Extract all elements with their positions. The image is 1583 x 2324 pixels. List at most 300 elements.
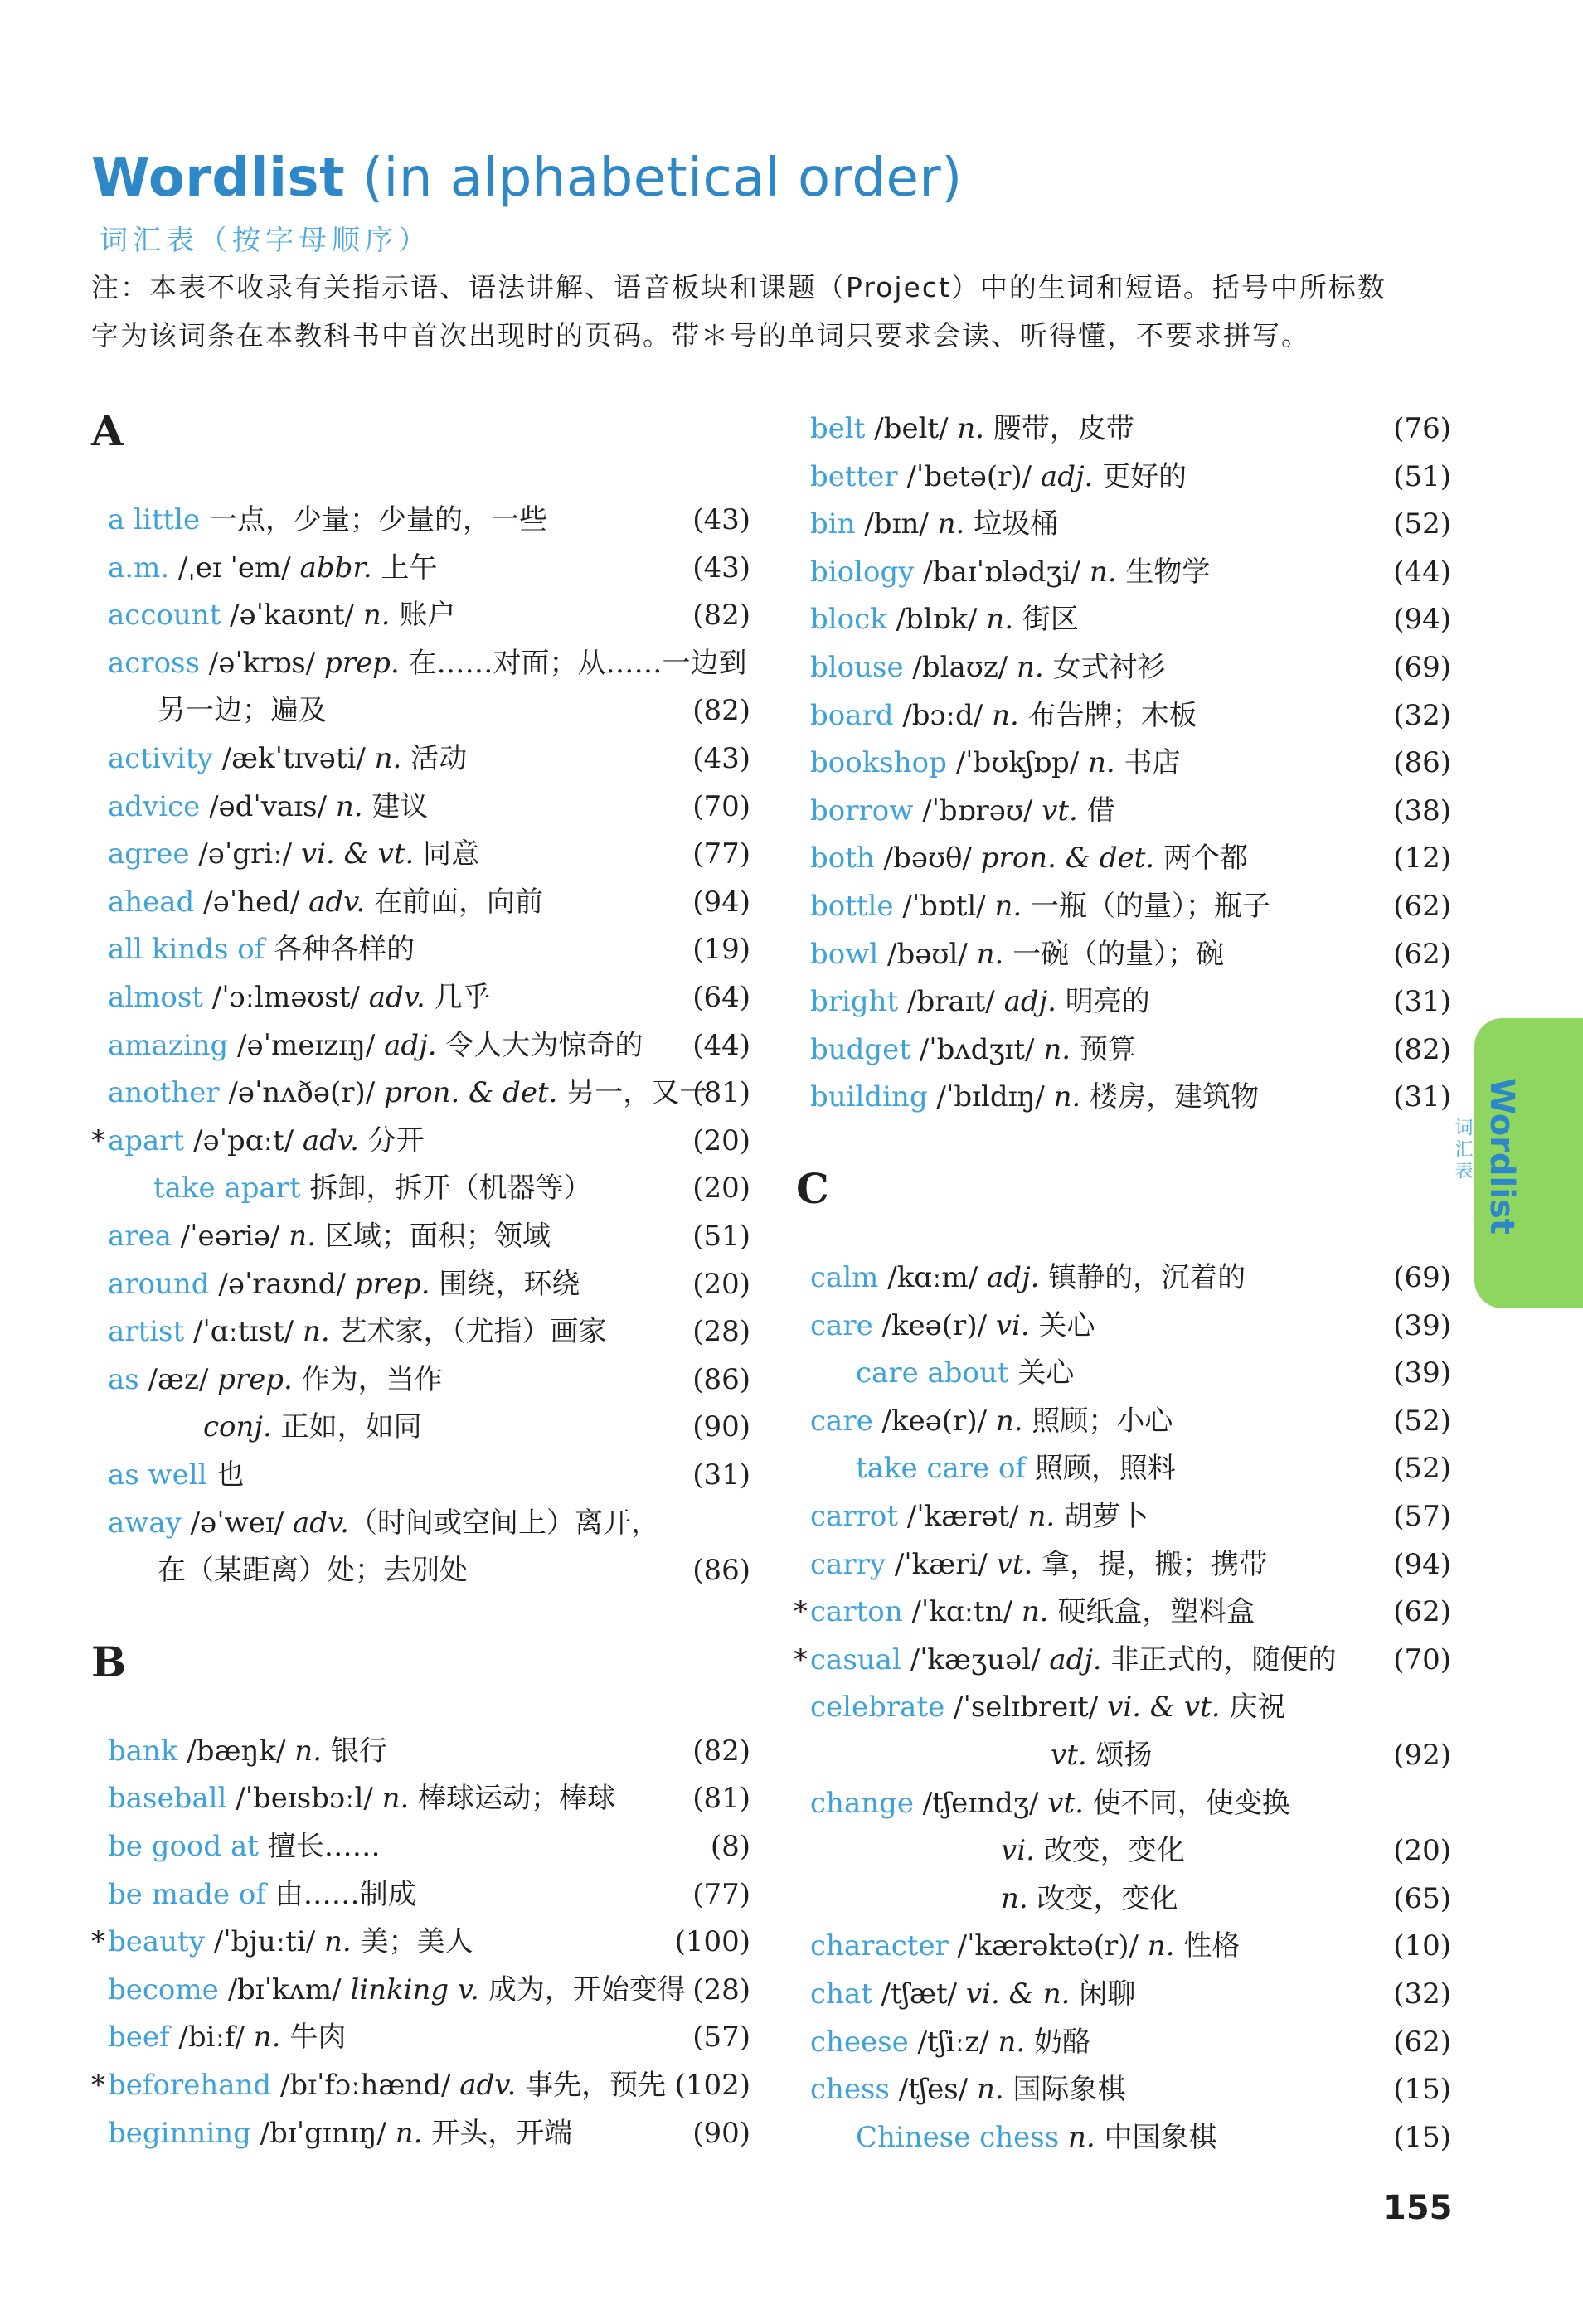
definition: 生物学 [1116,555,1211,589]
headword: celebrate [810,1691,945,1725]
page-reference: (82) [1393,1032,1451,1066]
definition: 女式衬衫 [1043,651,1166,684]
headword: carrot [810,1500,898,1533]
part-of-speech: n. [1147,1929,1175,1963]
headword: care [810,1308,873,1342]
wordlist-entry [108,2013,750,2061]
pronunciation: /ˈbʊkʃɒp/ [946,746,1088,780]
pronunciation: /ˈbɒtl/ [893,890,995,923]
part-of-speech: n. [1087,746,1115,780]
part-of-speech: adj. [1003,985,1056,1019]
note-line: 注：本表不收录有关指示语、语法讲解、语音板块和课题（Project）中的生词和短语。括号中所标数 [91,271,1386,303]
headword: bright [810,985,899,1019]
page-reference: (52) [1393,1404,1451,1438]
pronunciation: /ˈɑːtɪst/ [184,1315,303,1349]
definition: 非正式的，随便的 [1101,1642,1337,1676]
headword: a little [108,503,201,536]
definition: 改变，变化 [1027,1881,1178,1915]
wordlist-entry [108,1822,750,1870]
headword: as well [108,1458,207,1492]
definition: 美；美人 [351,1925,473,1959]
page-reference: (70) [692,789,750,823]
page-reference: (15) [1393,2073,1451,2107]
wordlist-entry [91,1918,750,1966]
page-reference: (20) [1393,1834,1451,1868]
headword: beginning [108,2116,251,2150]
pronunciation: /ˈbjuːti/ [204,1925,325,1959]
headword: area [108,1220,172,1253]
part-of-speech: vt. [996,1547,1033,1581]
definition: 使不同，使变换 [1083,1786,1290,1820]
part-of-speech: pron. & det. [980,842,1155,876]
headword: be good at [108,1830,259,1863]
wordlist-entry [810,1397,1451,1445]
definition: 借 [1077,793,1115,827]
page-reference: (90) [692,2116,750,2150]
page-reference: (32) [1393,1977,1451,2011]
wordlist-entry [810,1254,1451,1302]
wordlist-entry [158,687,750,735]
headword: across [108,646,200,680]
definition: 书店 [1114,746,1181,780]
wordlist-entry [810,1970,1451,2018]
pronunciation: /bɔːd/ [893,698,993,732]
definition: 正如，如同 [271,1410,422,1444]
page-reference: (82) [692,1734,750,1768]
page-reference: (94) [1393,603,1451,637]
headword: beforehand [108,2069,272,2102]
pronunciation: /bəʊl/ [878,937,977,971]
wordlist-entry [810,1540,1451,1589]
part-of-speech: n. [1059,2120,1095,2154]
definition: 区域；面积；领域 [316,1220,551,1253]
part-of-speech: adv. [368,981,425,1014]
part-of-speech: adv. [302,1123,359,1157]
headword: agree [108,837,190,871]
part-of-speech: adj. [987,1261,1040,1294]
part-of-speech: n. [335,789,363,823]
section-letter: B [91,1637,127,1686]
headword: Chinese chess [856,2120,1060,2154]
title-bold: Wordlist [91,148,346,209]
page-reference: (82) [692,599,750,633]
part-of-speech: n. [1001,1881,1028,1915]
page-reference: (77) [692,837,750,871]
definition: 上午 [371,551,438,585]
wordlist-entry [810,405,1451,453]
title-rest: (in alphabetical order) [345,148,963,209]
pronunciation: /bɪn/ [855,507,938,541]
definition: 作为，当作 [292,1362,443,1396]
headword: baseball [108,1782,227,1816]
page-reference: (20) [692,1172,750,1206]
part-of-speech: n. [294,1734,323,1768]
pronunciation: /ədˈvaɪs/ [200,789,336,823]
definition: 庆祝 [1220,1691,1286,1725]
definition: 国际象棋 [1003,2073,1126,2107]
pronunciation: /braɪt/ [898,985,1004,1019]
definition: 账户 [390,599,456,633]
page-reference: (76) [1393,412,1451,445]
page-reference: (31) [1393,985,1451,1019]
definition: 在……对面；从……一边到 [399,646,747,680]
part-of-speech: n. [1089,555,1117,589]
part-of-speech: vi. & vt. [300,837,415,871]
wordlist-entry [810,930,1451,978]
page-reference: (82) [692,694,750,728]
wordlist-entry [153,1164,750,1212]
pronunciation: /ˈkæri/ [886,1547,997,1581]
headword: chat [810,1977,872,2011]
definition: 关心 [1008,1356,1075,1390]
wordlist-entry [108,783,750,831]
pronunciation: /bɪˈgɪnɪŋ/ [250,2116,396,2150]
headword: bookshop [810,746,947,780]
headword: apart [108,1123,185,1157]
part-of-speech: n. [302,1315,330,1349]
definition: 胡萝卜 [1055,1500,1148,1533]
pronunciation: /ˈselɪbreɪt/ [944,1691,1108,1725]
page-reference: (94) [692,885,750,919]
page-reference: (62) [1393,1595,1451,1629]
page-reference: (10) [1393,1929,1451,1963]
definition: 开头，开端 [422,2116,573,2150]
headword: bin [810,507,856,541]
page-reference: (92) [1393,1739,1451,1772]
page-number: 155 [1383,2189,1453,2227]
page-reference: (43) [692,742,750,775]
part-of-speech: adv. [459,2069,517,2102]
wordlist-entry [108,591,750,639]
definition: 闲聊 [1070,1977,1136,2011]
pronunciation: /əˈweɪ/ [181,1506,293,1540]
headword: all kinds of [108,933,265,967]
definition: 中国象棋 [1095,2120,1217,2154]
headword: account [108,599,221,633]
pronunciation: /ˈbeɪsbɔːl/ [226,1782,382,1816]
part-of-speech: vt. [1042,793,1078,827]
definition: 关心 [1029,1308,1095,1342]
definition: 街区 [1013,603,1079,637]
intro-note [91,264,1451,360]
definition: 在前面，向前 [365,885,543,919]
page-reference: (51) [692,1220,750,1253]
headword: activity [108,742,213,775]
headword: become [108,1972,219,2006]
headword: as [108,1362,139,1396]
page-reference: (15) [1393,2120,1451,2154]
definition: 性格 [1174,1929,1241,1963]
headword: cheese [810,2025,909,2059]
page-reference: (86) [1393,746,1451,780]
definition: 围绕，环绕 [430,1267,580,1301]
definition: 拿，提，搬；携带 [1032,1547,1268,1581]
star-marker-icon: * [794,1595,808,1629]
wordlist-entry [810,453,1451,501]
wordlist-entry [108,544,750,592]
headword: character [810,1929,949,1963]
definition: 腰带，皮带 [984,412,1134,445]
page-reference: (20) [692,1267,750,1301]
wordlist-entry [810,595,1451,643]
page-reference: (44) [692,1028,750,1062]
page-reference: (31) [1393,1080,1451,1114]
definition: 另一边；遍及 [158,694,327,728]
part-of-speech: adj. [384,1028,437,1062]
page-reference: (65) [1393,1881,1451,1915]
part-of-speech: vi. [1001,1834,1035,1868]
part-of-speech: adv. [308,885,366,919]
page-reference: (62) [1393,890,1451,923]
pronunciation: /əˈnʌðə(r)/ [219,1076,385,1110]
definition: 两个都 [1154,842,1249,876]
definition: 照顾；小心 [1022,1404,1173,1438]
definition: 各种各样的 [265,933,415,967]
headword: away [108,1506,182,1540]
wordlist-entry [108,878,750,926]
star-marker-icon: * [794,1642,808,1676]
page-reference: (77) [692,1877,750,1911]
definition: 奶酪 [1025,2025,1090,2059]
pronunciation: /belt/ [865,412,958,445]
wordlist-entry [810,739,1451,787]
definition: 成为，开始变得 [478,1972,686,2006]
part-of-speech: prep. [324,646,400,680]
headword: take care of [856,1452,1027,1486]
headword: amazing [108,1028,229,1062]
page-reference: (86) [692,1554,750,1588]
headword: carry [810,1547,886,1581]
pronunciation: /əˈkrɒs/ [199,646,324,680]
part-of-speech: n. [994,890,1022,923]
wordlist-entry [108,1021,750,1070]
wordlist-entry [158,1546,750,1594]
part-of-speech: conj. [203,1410,272,1444]
part-of-speech: vi. & vt. [1107,1691,1221,1725]
part-of-speech: n. [957,412,985,445]
part-of-speech: n. [289,1220,317,1253]
definition: 更好的 [1093,459,1187,493]
headword: bank [108,1734,178,1768]
wordlist-entry [203,1403,750,1451]
pronunciation: /tʃiːz/ [908,2025,998,2059]
star-marker-icon: * [91,2069,105,2102]
definition: 艺术家，（尤指）画家 [329,1315,607,1349]
definition: 硬纸盒，塑料盒 [1048,1595,1255,1629]
part-of-speech: n. [253,2021,281,2055]
definition: 一点，少量；少量的，一些 [200,503,547,536]
page-reference: (43) [692,551,750,585]
headword: around [108,1267,210,1301]
wordlist-entry [810,2065,1451,2113]
headword: advice [108,789,201,823]
definition: 由……制成 [265,1877,416,1911]
definition: 分开 [358,1123,425,1157]
wordlist-entry [810,787,1451,835]
wordlist-entry [108,830,750,878]
wordlist-entry [91,2061,750,2109]
part-of-speech: adv. [292,1506,349,1540]
page-reference: (28) [692,1972,750,2006]
part-of-speech: pron. & det. [384,1076,558,1110]
pronunciation: /əˈpɑːt/ [184,1123,303,1157]
page-reference: (64) [692,981,750,1014]
headword: borrow [810,793,914,827]
headword: carton [810,1595,903,1629]
page-reference: (19) [692,933,750,967]
headword: calm [810,1261,879,1294]
section-tab-label: Wordlist [1483,1078,1521,1235]
page-reference: (102) [674,2069,750,2102]
headword: chess [810,2073,890,2107]
page-reference: (39) [1393,1356,1451,1390]
part-of-speech: prep. [354,1267,430,1301]
headword: both [810,842,875,876]
wordlist-entry [856,1349,1451,1397]
headword: block [810,603,887,637]
wordlist-entry [810,1302,1451,1350]
headword: biology [810,555,915,589]
page-reference: (62) [1393,2025,1451,2059]
pronunciation: /tʃæt/ [872,1977,966,2011]
page-reference: (12) [1393,842,1451,876]
page-reference: (43) [692,503,750,536]
part-of-speech: n. [995,1404,1023,1438]
page-reference: (38) [1393,793,1451,827]
pronunciation: /ˌeɪ ˈem/ [169,551,300,585]
star-marker-icon: * [91,1925,105,1959]
part-of-speech: n. [395,2116,423,2150]
pronunciation: /baɪˈɒlədʒi/ [914,555,1090,589]
definition: 牛肉 [280,2021,347,2055]
wordlist-entry [108,1356,750,1404]
headword: ahead [108,885,195,919]
headword: bottle [810,890,894,923]
wordlist-entry [810,1073,1451,1121]
page-reference: (39) [1393,1308,1451,1342]
wordlist-entry [1001,1827,1451,1875]
page-reference: (52) [1393,1452,1451,1486]
pronunciation: /ˈkɑːtn/ [902,1595,1022,1629]
wordlist-entry [108,973,750,1021]
definition: 镇静的，沉着的 [1039,1261,1246,1294]
definition: （时间或空间上）离开， [348,1506,659,1540]
headword: care about [856,1356,1009,1390]
definition: 擅长…… [258,1830,381,1863]
wordlist-entry [108,1966,750,2014]
part-of-speech: adj. [1049,1642,1102,1676]
pronunciation: /tʃes/ [889,2073,977,2107]
page-title [91,148,963,209]
pronunciation: /əˈhed/ [194,885,309,919]
headword: casual [810,1642,901,1676]
wordlist-entry [810,643,1451,691]
headword: be made of [108,1877,266,1911]
headword: board [810,698,894,732]
wordlist-entry [794,1588,1451,1636]
pronunciation: /ˈkærət/ [897,1500,1028,1533]
page-reference: (51) [1393,459,1451,493]
part-of-speech: vt. [1047,1786,1084,1820]
part-of-speech: n. [381,1782,410,1816]
definition: 预算 [1071,1032,1136,1066]
pronunciation: /keə(r)/ [872,1404,996,1438]
definition: 明亮的 [1056,985,1150,1019]
wordlist-entry [108,2109,750,2157]
wordlist-entry [810,1922,1451,1970]
pronunciation: /ˈeəriə/ [171,1220,289,1253]
definition: 一瓶（的量）；瓶子 [1022,890,1271,923]
definition: 楼房，建筑物 [1080,1080,1260,1114]
page-reference: (62) [1393,937,1451,971]
star-marker-icon: * [91,1123,105,1157]
wordlist-entry [810,2018,1451,2066]
definition: 事先，预先 [516,2069,667,2102]
definition: 也 [206,1458,245,1492]
headword: building [810,1080,928,1114]
part-of-speech: n. [937,507,965,541]
wordlist-entry [108,1499,750,1547]
part-of-speech: n. [998,2025,1026,2059]
headword: another [108,1076,220,1110]
page-reference: (69) [1393,651,1451,684]
wordlist-entry [810,834,1451,882]
page-reference: (44) [1393,555,1451,589]
wordlist-entry [794,1636,1451,1684]
page-reference: (20) [692,1123,750,1157]
pronunciation: /ˈkærəktə(r)/ [948,1929,1148,1963]
wordlist-entry [108,1870,750,1919]
page-reference: (52) [1393,507,1451,541]
wordlist-entry [810,882,1451,930]
wordlist-entry [810,548,1451,596]
pronunciation: /ˈbɪldɪŋ/ [927,1080,1054,1114]
part-of-speech: adj. [1040,459,1094,493]
pronunciation: /ˈbʌdʒɪt/ [910,1032,1044,1066]
wordlist-entry [810,500,1451,548]
definition: 同意 [414,837,480,871]
pronunciation: /kɑːm/ [878,1261,988,1294]
page-reference: (81) [692,1782,750,1816]
pronunciation: /biːf/ [169,2021,254,2055]
pronunciation: /keə(r)/ [872,1308,996,1342]
note-line: 字为该词条在本教科书中首次出现时的页码。带＊号的单词只要求会读、听得懂，不要求拼写。 [91,319,1310,352]
pronunciation: /ˈɔːlməʊst/ [202,981,369,1014]
section-letter: C [796,1164,829,1213]
headword: budget [810,1032,910,1066]
wordlist-entry [108,496,750,544]
pronunciation: /əˈraʊnd/ [209,1267,355,1301]
pronunciation: /blaʊz/ [903,651,1017,684]
part-of-speech: n. [362,599,391,633]
headword: change [810,1786,914,1820]
wordlist-entry [856,2113,1451,2161]
headword: better [810,459,898,493]
pronunciation: /ækˈtɪvəti/ [212,742,375,775]
wordlist-entry [810,978,1451,1026]
part-of-speech: n. [992,698,1019,732]
wordlist-entry [810,691,1451,740]
wordlist-entry [108,639,750,687]
pronunciation: /bɪˈfɔːhænd/ [271,2069,460,2102]
part-of-speech: n. [374,742,402,775]
pronunciation: /ˈkæʒuəl/ [901,1642,1050,1676]
definition: 银行 [322,1734,387,1768]
definition: 棒球运动；棒球 [409,1782,616,1816]
headword: care [810,1404,873,1438]
part-of-speech: vi. [995,1308,1030,1342]
definition: 另一，又一 [557,1076,708,1110]
